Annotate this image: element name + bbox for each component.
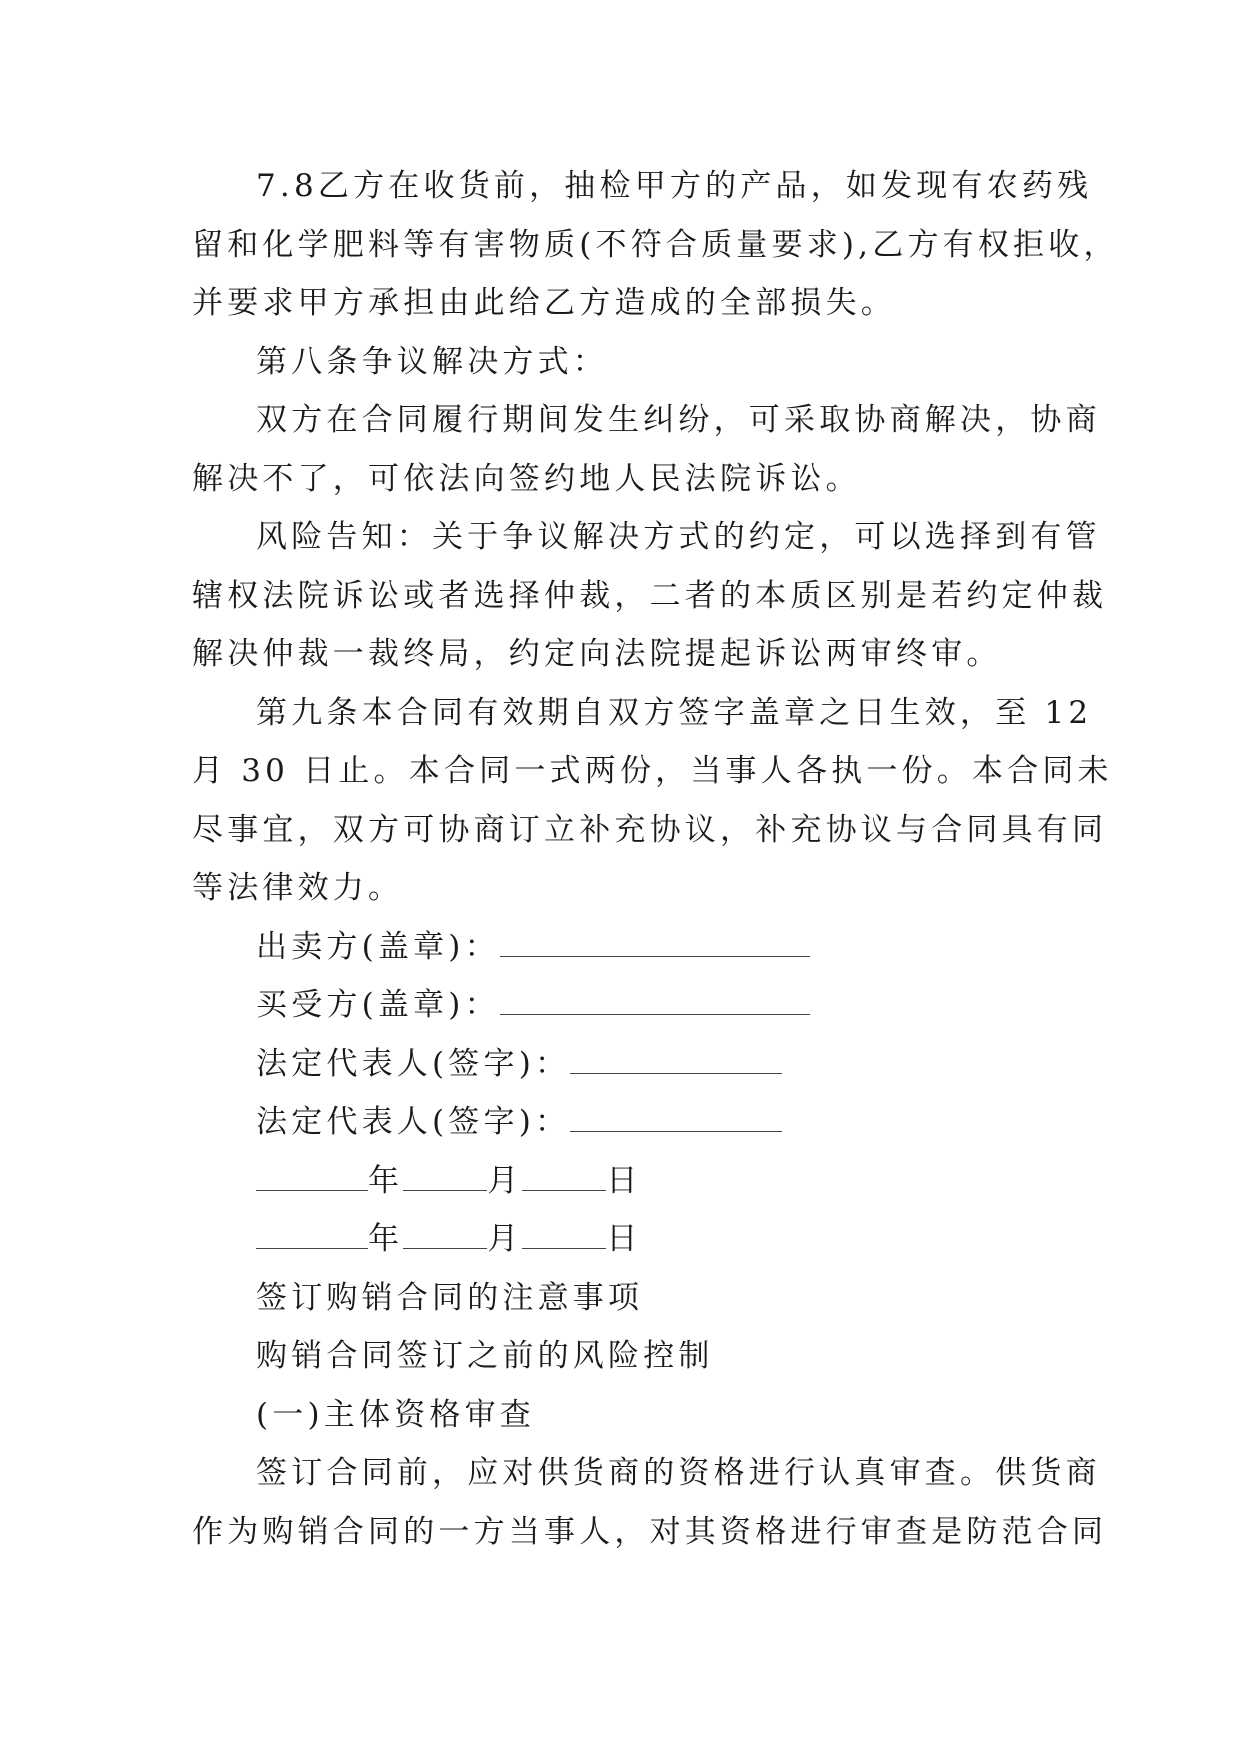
notes-subtitle: 购销合同签订之前的风险控制 [256,1338,714,1374]
buyer-label: 买受方(盖章)： [256,987,500,1023]
paragraph-line: 第九条本合同有效期自双方签字盖章之日生效，至 12 [256,694,1093,731]
day-blank [522,1166,606,1191]
paragraph-line: 解决不了，可依法向签约地人民法院诉讼。 [192,460,861,497]
paragraph-line: 并要求甲方承担由此给乙方造成的全部损失。 [192,285,896,321]
paragraph-line: 等法律效力。 [192,870,404,906]
day-label: 日 [606,1221,642,1257]
paragraph-line: 辖权法院诉讼或者选择仲裁，二者的本质区别是若约定仲裁 [192,577,1108,614]
representative-signature-blank [570,1107,782,1132]
date-row [192,1152,1052,1211]
notes-title: 签订购销合同的注意事项 [256,1279,644,1316]
month-blank [403,1224,487,1249]
notes-section-heading: (一)主体资格审查 [256,1396,535,1433]
buyer-signature-blank [500,990,810,1015]
year-blank [256,1166,368,1191]
paragraph-line: 解决仲裁一裁终局，约定向法院提起诉讼两审终审。 [192,636,1002,672]
date-row [192,1210,1052,1269]
month-label: 月 [487,1162,523,1199]
year-blank [256,1224,368,1249]
representative-label: 法定代表人(签字)： [256,1045,571,1082]
month-label: 月 [487,1221,523,1257]
month-blank [403,1166,487,1191]
day-blank [522,1224,606,1249]
representative-label: 法定代表人(签字)： [256,1104,571,1140]
representative-signature-blank [570,1049,782,1074]
document-page [192,157,1119,1561]
year-label: 年 [368,1162,404,1199]
paragraph-line: 尽事宜，双方可协商订立补充协议，补充协议与合同具有同 [192,811,1108,848]
paragraph-line: 月 30 日止。本合同一式两份，当事人各执一份。本合同未 [192,753,1113,789]
day-label: 日 [606,1162,642,1199]
paragraph-line: 7.8乙方在收货前，抽检甲方的产品，如发现有农药残 [256,168,1093,204]
paragraph-line: 作为购销合同的一方当事人，对其资格进行审查是防范合同 [192,1513,1108,1550]
representative-signature-row [192,1093,1052,1152]
paragraph-line: 风险告知：关于争议解决方式的约定，可以选择到有管 [256,519,1101,555]
seller-label: 出卖方(盖章)： [256,928,500,965]
paragraph-line: 双方在合同履行期间发生纠纷，可采取协商解决，协商 [256,402,1101,438]
section-heading: 第八条争议解决方式： [256,343,608,380]
paragraph-line: 留和化学肥料等有害物质(不符合质量要求),乙方有权拒收， [192,226,1119,263]
buyer-signature-row [192,976,1052,1035]
seller-signature-row [192,918,1052,977]
paragraph-line: 签订合同前，应对供货商的资格进行认真审查。供货商 [256,1455,1101,1491]
seller-signature-blank [500,932,810,957]
year-label: 年 [368,1221,404,1257]
representative-signature-row [192,1035,1052,1094]
